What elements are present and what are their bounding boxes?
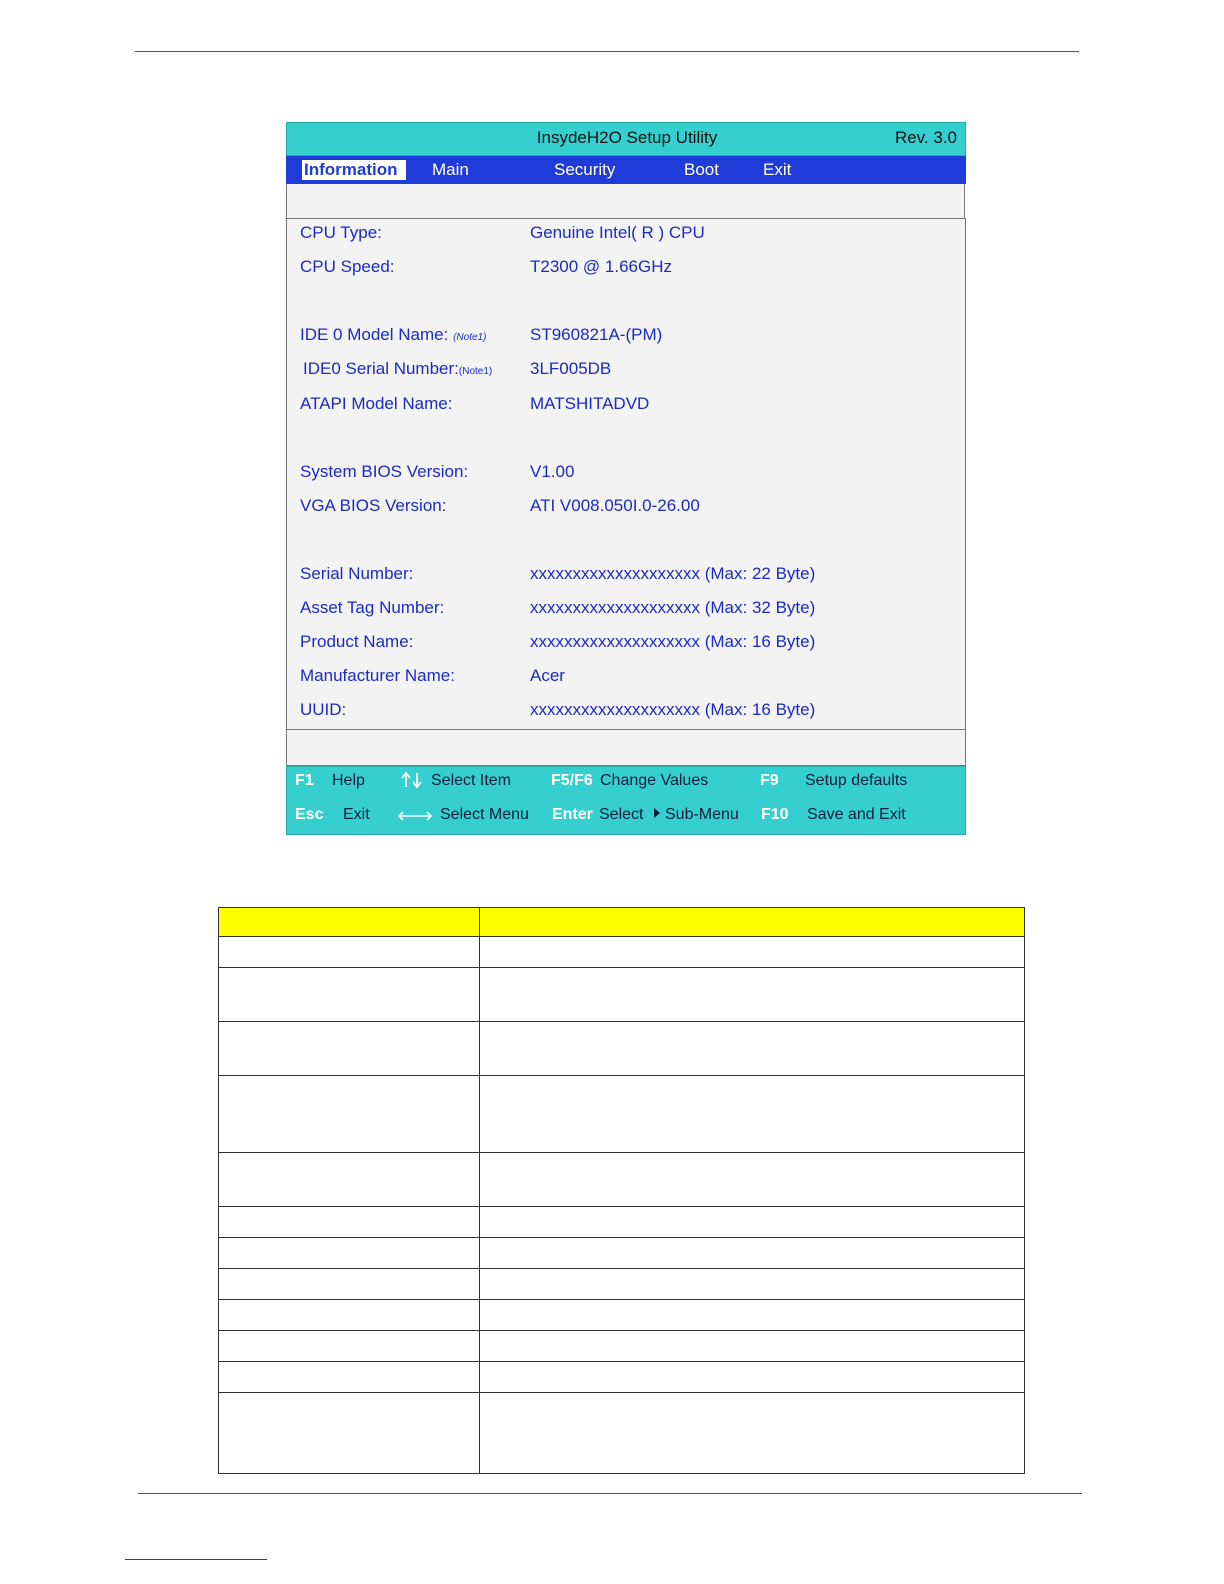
enter-key: Enter <box>552 806 593 823</box>
table-row <box>219 1076 1025 1153</box>
table-cell <box>480 1153 1025 1207</box>
f9-key: F9 <box>760 772 779 789</box>
tab-exit[interactable]: Exit <box>763 160 792 179</box>
table-cell <box>480 1300 1025 1331</box>
ide0-model-label-text: IDE 0 Model Name: <box>300 325 449 344</box>
table-row <box>219 1362 1025 1393</box>
table-cell <box>219 1153 480 1207</box>
serial-number-value: xxxxxxxxxxxxxxxxxxxx (Max: 22 Byte) <box>530 564 816 583</box>
bios-title-bar <box>286 122 966 156</box>
table-cell <box>219 1207 480 1238</box>
table-cell <box>219 1269 480 1300</box>
f10-key: F10 <box>761 806 789 823</box>
table-cell <box>219 1331 480 1362</box>
table-row <box>219 1153 1025 1207</box>
enter-label: Select <box>599 806 644 823</box>
product-name-value: xxxxxxxxxxxxxxxxxxxx (Max: 16 Byte) <box>530 632 816 651</box>
header-rule <box>135 51 1079 52</box>
table-row <box>219 1300 1025 1331</box>
cpu-speed-value: T2300 @ 1.66GHz <box>530 257 672 276</box>
table-row <box>219 1022 1025 1076</box>
atapi-model-label: ATAPI Model Name: <box>300 394 453 413</box>
table-cell <box>219 1393 480 1474</box>
table-cell <box>480 937 1025 968</box>
ide0-model-label <box>300 325 486 345</box>
table-cell <box>480 1393 1025 1474</box>
manufacturer-value: Acer <box>530 666 565 685</box>
tab-main[interactable]: Main <box>432 160 469 179</box>
cpu-type-value: Genuine Intel( R ) CPU <box>530 223 705 242</box>
bios-revision: Rev. 3.0 <box>894 128 957 147</box>
tab-boot[interactable]: Boot <box>684 160 719 179</box>
information-panel <box>286 218 966 730</box>
ide0-serial-label-text: IDE0 Serial Number: <box>303 359 459 378</box>
f9-label: Setup defaults <box>805 772 908 789</box>
asset-tag-label: Asset Tag Number: <box>300 598 445 617</box>
asset-tag-value: xxxxxxxxxxxxxxxxxxxx (Max: 32 Byte) <box>530 598 816 617</box>
footer-rule <box>138 1493 1082 1494</box>
table-cell <box>480 968 1025 1022</box>
esc-label: Exit <box>343 806 370 823</box>
status-area <box>286 730 966 766</box>
system-bios-label: System BIOS Version: <box>300 462 469 481</box>
table-cell <box>480 1238 1025 1269</box>
uuid-value: xxxxxxxxxxxxxxxxxxxx (Max: 16 Byte) <box>530 700 816 719</box>
ide0-model-value: ST960821A-(PM) <box>530 325 663 344</box>
cpu-speed-label: CPU Speed: <box>300 257 395 276</box>
sub-header <box>286 184 965 218</box>
f1-key: F1 <box>295 772 314 789</box>
manufacturer-label: Manufacturer Name: <box>300 666 455 685</box>
up-down-arrows-icon <box>400 771 424 789</box>
table-cell <box>480 1269 1025 1300</box>
submenu-arrow-icon <box>653 807 661 819</box>
table-row <box>219 1269 1025 1300</box>
f10-label: Save and Exit <box>807 806 906 823</box>
table-row <box>219 968 1025 1022</box>
left-right-arrows-icon <box>397 809 433 823</box>
table-row <box>219 1238 1025 1269</box>
table-cell <box>480 1331 1025 1362</box>
f1-label: Help <box>332 772 365 789</box>
select-item-label: Select Item <box>431 772 512 789</box>
esc-key: Esc <box>295 806 324 823</box>
table-cell <box>480 1076 1025 1153</box>
key-legend <box>286 766 966 835</box>
table-cell <box>480 1362 1025 1393</box>
system-bios-value: V1.00 <box>530 462 575 481</box>
table-header-cell-parameter <box>219 908 480 937</box>
table-cell <box>219 1362 480 1393</box>
table-cell <box>219 1022 480 1076</box>
atapi-model-value: MATSHITADVD <box>530 394 650 413</box>
table-row <box>219 1207 1025 1238</box>
uuid-label: UUID: <box>300 700 347 719</box>
table-cell <box>480 1022 1025 1076</box>
select-menu-label: Select Menu <box>440 806 529 823</box>
table-row <box>219 937 1025 968</box>
tab-information[interactable]: Information <box>302 160 406 180</box>
table-cell <box>219 1238 480 1269</box>
menu-bar <box>286 156 966 184</box>
table-cell <box>480 1207 1025 1238</box>
table-cell <box>219 1300 480 1331</box>
footer-link-underline[interactable] <box>125 1559 267 1560</box>
ide0-serial-label <box>303 359 492 379</box>
table-cell <box>219 1076 480 1153</box>
cpu-type-label: CPU Type: <box>300 223 382 242</box>
serial-number-label: Serial Number: <box>300 564 414 583</box>
table-header-row <box>219 908 1025 937</box>
table-row <box>219 1331 1025 1362</box>
f5f6-key: F5/F6 <box>551 772 593 789</box>
table-cell <box>219 937 480 968</box>
ide0-serial-value: 3LF005DB <box>530 359 612 378</box>
bios-title: InsydeH2O Setup Utility <box>536 128 718 147</box>
parameter-table <box>218 907 1025 1474</box>
submenu-label: Sub-Menu <box>665 806 739 823</box>
product-name-label: Product Name: <box>300 632 414 651</box>
vga-bios-value: ATI V008.050I.0-26.00 <box>530 496 700 515</box>
tab-security[interactable]: Security <box>554 160 616 179</box>
bios-screen <box>286 122 966 835</box>
table-cell <box>219 968 480 1022</box>
ide0-model-note: (Note1) <box>453 332 487 343</box>
ide0-serial-note: (Note1) <box>458 366 493 377</box>
f5f6-label: Change Values <box>600 772 709 789</box>
vga-bios-label: VGA BIOS Version: <box>300 496 447 515</box>
table-header-cell-description <box>480 908 1025 937</box>
table-row <box>219 1393 1025 1474</box>
